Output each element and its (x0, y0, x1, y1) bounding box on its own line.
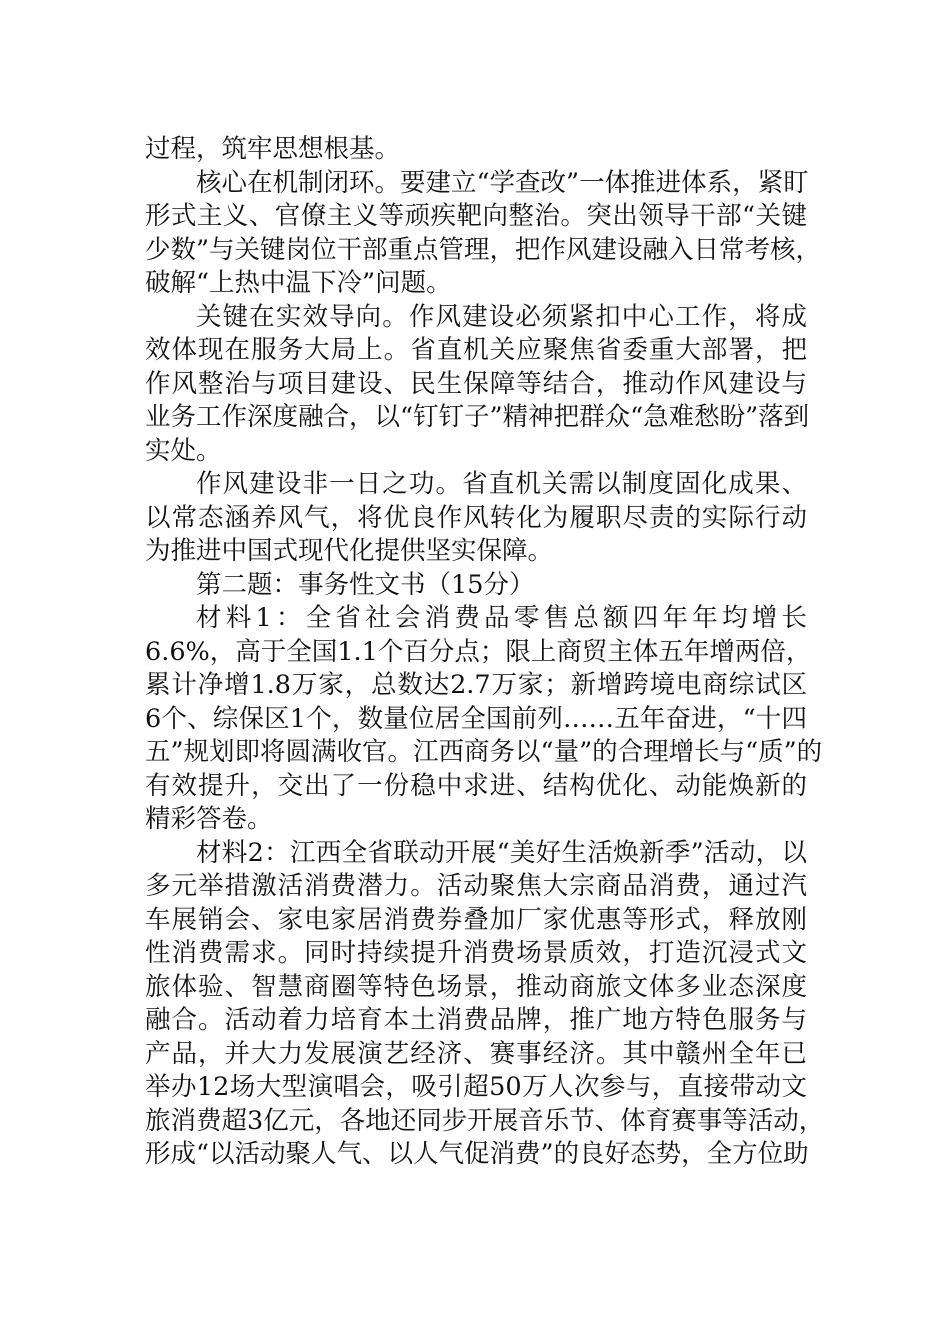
text-line: 融合。活动着力培育本土消费品牌，推广地方特色服务与 (145, 1005, 807, 1035)
text-line: 多元举措激活消费潜力。活动聚焦大宗商品消费，通过汽 (145, 871, 807, 901)
paragraph (145, 602, 823, 837)
text-line: 性消费需求。同时持续提升消费场景质效，打造沉浸式文 (145, 938, 807, 968)
text-line: 核心在机制闭环。要建立“学查改”一体推进体系，紧盯 (196, 167, 809, 198)
text-line: 作风建设非一日之功。省直机关需以制度固化成果、 (196, 469, 807, 499)
paragraph (145, 569, 807, 603)
paragraph (145, 468, 807, 569)
document-page (145, 133, 825, 1172)
paragraph (145, 301, 810, 469)
text-line: 累计净增1.8万家，总数达2.7万家；新增跨境电商综试区 (145, 670, 807, 700)
text-line: 为推进中国式现代化提供坚实保障。 (145, 536, 554, 566)
text-line: 6个、综保区1个，数量位居全国前列……五年奋进，“十四 (145, 703, 807, 734)
text-line: 效体现在服务大局上。省直机关应聚焦省委重大部署，把 (145, 335, 807, 365)
text-line: 破解“上热中温下冷”问题。 (145, 268, 452, 298)
text-line: 作风整治与项目建设、民生保障等结合，推动作风建设与 (145, 368, 807, 399)
text-line: 产品，并大力发展演艺经济、赛事经济。其中赣州全年已 (145, 1038, 807, 1069)
text-line: 五”规划即将圆满收官。江西商务以“量”的合理增长与“质”的 (145, 737, 823, 767)
text-line: 车展销会、家电家居消费券叠加厂家优惠等形式，释放刚 (145, 904, 807, 935)
text-line: 有效提升，交出了一份稳中求进、结构优化、动能焕新的 (145, 770, 807, 801)
text-line: 旅消费超3亿元，各地还同步开展音乐节、体育赛事等活动， (145, 1105, 825, 1136)
text-line: 形式主义、官僚主义等顽疾靶向整治。突出领导干部“关键 (145, 201, 807, 231)
text-line: 精彩答卷。 (145, 804, 273, 834)
paragraph (145, 837, 825, 1172)
text-line: 材料1：全省社会消费品零售总额四年年均增长 (196, 603, 807, 633)
text-line: 材料2：江西全省联动开展“美好生活焕新季”活动，以 (196, 837, 807, 868)
paragraph (145, 133, 807, 167)
text-line: 举办12场大型演唱会，吸引超50万人次参与，直接带动文 (145, 1072, 807, 1102)
text-line: 过程，筑牢思想根基。 (145, 134, 401, 164)
text-line: 关键在实效导向。作风建设必须紧扣中心工作，将成 (196, 301, 807, 332)
paragraph (145, 167, 822, 301)
text-line: 形成“以活动聚人气、以人气促消费”的良好态势，全方位助 (145, 1139, 809, 1169)
text-line: 旅体验、智慧商圈等特色场景，推动商旅文体多业态深度 (145, 971, 807, 1002)
text-line: 6.6%，高于全国1.1个百分点；限上商贸主体五年增两倍， (145, 636, 812, 667)
text-line: 实处。 (145, 435, 222, 466)
text-line: 第二题：事务性文书（15分） (196, 569, 535, 600)
text-line: 以常态涵养风气，将优良作风转化为履职尽责的实际行动 (145, 502, 807, 533)
text-line: 少数”与关键岗位干部重点管理，把作风建设融入日常考核， (145, 234, 822, 265)
text-line: 业务工作深度融合，以“钉钉子”精神把群众“急难愁盼”落到 (145, 402, 810, 432)
